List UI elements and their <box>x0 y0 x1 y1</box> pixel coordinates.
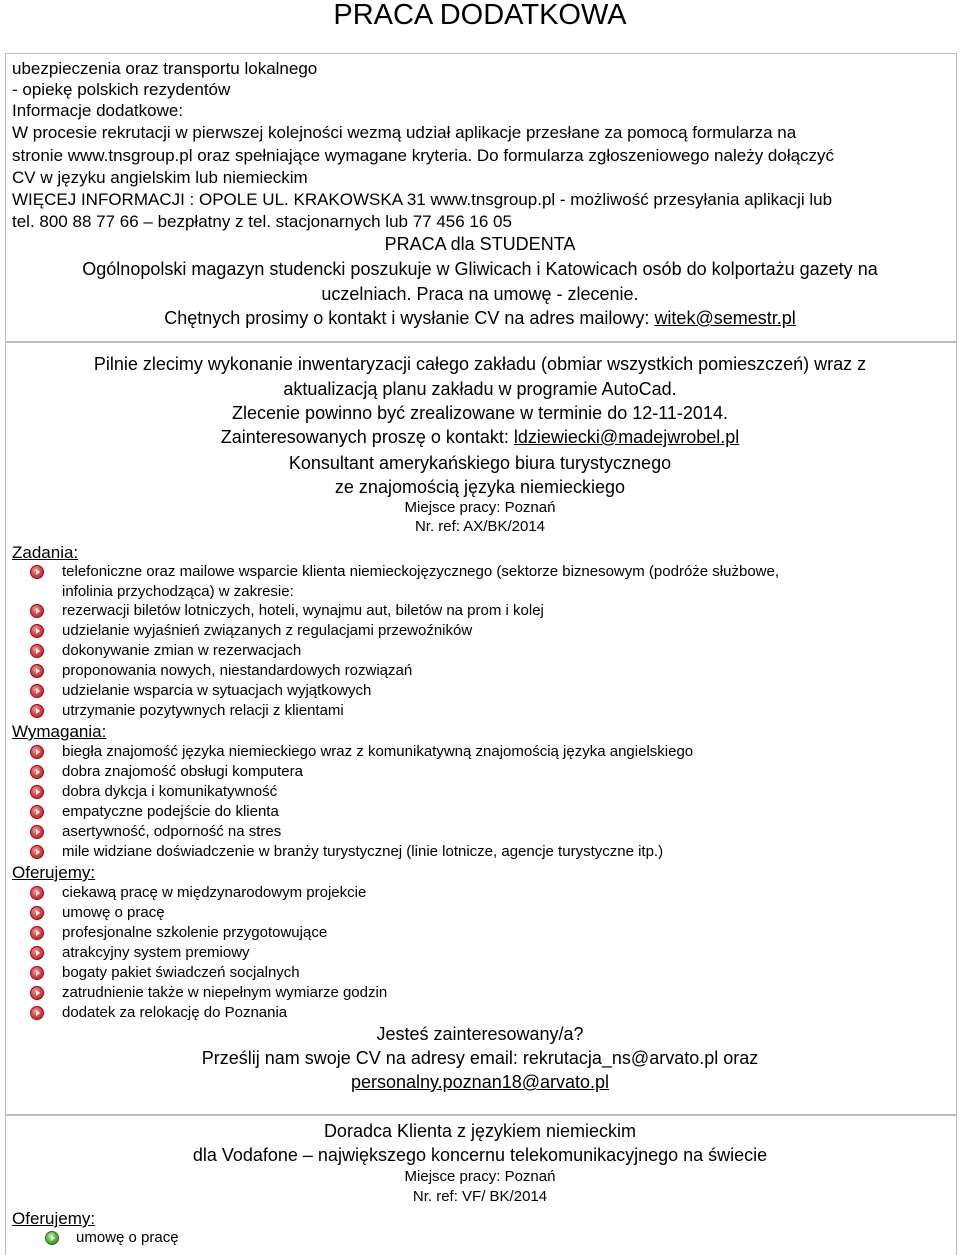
job-location: Miejsce pracy: Poznań <box>404 499 556 516</box>
job-ref: Nr. ref: AX/BK/2014 <box>414 518 546 535</box>
red-bullet-icon <box>30 704 44 718</box>
offer-item: ciekawą pracę w międzynarodowym projekcie <box>62 884 367 901</box>
offer-item: zatrudnienie także w niepełnym wymiarze godzin <box>62 984 388 1001</box>
red-bullet-icon <box>30 785 44 799</box>
red-bullet-icon <box>30 745 44 759</box>
ad1-line: tel. 800 88 77 66 – bezpłatny z tel. stacjonarnych lub 77 456 16 05 <box>12 212 512 231</box>
red-bullet-icon <box>30 946 44 960</box>
red-bullet-icon <box>30 845 44 859</box>
red-bullet-icon <box>30 1006 44 1020</box>
requirements-heading: Wymagania: <box>12 722 107 741</box>
red-bullet-icon <box>30 624 44 638</box>
offer-item: umowę o pracę <box>62 904 165 921</box>
job-title: Doradca Klienta z językiem niemieckim <box>323 1121 637 1141</box>
job-title: Konsultant amerykańskiego biura turystycznego <box>288 453 672 473</box>
inventory-contact-label: Zainteresowanych proszę o kontakt: <box>220 427 514 447</box>
task-item: proponowania nowych, niestandardowych rozwiązań <box>62 662 413 679</box>
inventory-text: Pilnie zlecimy wykonanie inwentaryzacji całego zakładu (obmiar wszystkich pomieszczeń) wraz z <box>93 354 867 374</box>
interested-question: Jesteś zainteresowany/a? <box>376 1024 584 1044</box>
task-item-continued: infolinia przychodząca) w zakresie: <box>62 583 294 600</box>
student-email-link[interactable]: witek@semestr.pl <box>654 308 796 328</box>
cv-email-link[interactable]: personalny.poznan18@arvato.pl <box>350 1072 610 1092</box>
ad1-line: ubezpieczenia oraz transportu lokalnego <box>12 59 318 78</box>
requirement-item: mile widziane doświadczenie w branży turystycznej (linie lotnicze, agencje turystyczne itp.) <box>62 843 664 860</box>
offer-item: dodatek za relokację do Poznania <box>62 1004 288 1021</box>
green-bullet-icon <box>45 1231 59 1245</box>
task-item: udzielanie wsparcia w sytuacjach wyjątkowych <box>62 682 372 699</box>
student-contact-label: Chętnych prosimy o kontakt i wysłanie CV na adres mailowy: <box>164 308 655 328</box>
red-bullet-icon <box>30 765 44 779</box>
inventory-contact <box>0 427 960 448</box>
requirement-item: asertywność, odporność na stres <box>62 823 282 840</box>
offers-heading: Oferujemy: <box>12 863 96 882</box>
red-bullet-icon <box>30 664 44 678</box>
inventory-text: aktualizacją planu zakładu w programie AutoCad. <box>283 379 677 399</box>
red-bullet-icon <box>30 986 44 1000</box>
red-bullet-icon <box>30 565 44 579</box>
offer-item: profesjonalne szkolenie przygotowujące <box>62 924 328 941</box>
requirement-item: biegła znajomość języka niemieckiego wraz z komunikatywną znajomością języka angielskiego <box>62 743 694 760</box>
red-bullet-icon <box>30 926 44 940</box>
ad1-line: - opiekę polskich rezydentów <box>12 80 231 99</box>
ad1-line: Informacje dodatkowe: <box>12 101 184 120</box>
red-bullet-icon <box>30 805 44 819</box>
job-title: ze znajomością języka niemieckiego <box>334 477 626 497</box>
task-item: udzielanie wyjaśnień związanych z regulacjami przewoźników <box>62 622 473 639</box>
inventory-deadline: Zlecenie powinno być zrealizowane w terminie do 12-11-2014. <box>232 403 728 423</box>
job-ref: Nr. ref: VF/ BK/2014 <box>412 1188 548 1205</box>
student-text: uczelniach. Praca na umowę - zlecenie. <box>321 284 639 304</box>
task-item: utrzymanie pozytywnych relacji z klientami <box>62 702 344 719</box>
red-bullet-icon <box>30 644 44 658</box>
job-title: dla Vodafone – największego koncernu telekomunikacyjnego na świecie <box>192 1145 768 1165</box>
job-location: Miejsce pracy: Poznań <box>404 1168 556 1185</box>
inventory-email-link[interactable]: ldziewiecki@madejwrobel.pl <box>513 427 740 447</box>
red-bullet-icon <box>30 604 44 618</box>
cv-email-link-wrap <box>0 1072 960 1093</box>
offer-item: umowę o pracę <box>76 1229 179 1246</box>
student-text: Ogólnopolski magazyn studencki poszukuje w Gliwicach i Katowicach osób do kolportażu gazety na <box>82 259 878 279</box>
ad1-line: WIĘCEJ INFORMACJI : OPOLE UL. KRAKOWSKA 31 www.tnsgroup.pl - możliwość przesyłania aplikacji lub <box>12 190 833 209</box>
ad1-line: stronie www.tnsgroup.pl oraz spełniające wymagane kryteria. Do formularza zgłoszeniowego należy dołączyć <box>12 146 835 165</box>
send-cv-text: Prześlij nam swoje CV na adresy email: rekrutacja_ns@arvato.pl oraz <box>201 1048 759 1068</box>
red-bullet-icon <box>30 886 44 900</box>
requirement-item: empatyczne podejście do klienta <box>62 803 279 820</box>
offers-heading: Oferujemy: <box>12 1209 96 1228</box>
red-bullet-icon <box>30 966 44 980</box>
student-contact <box>0 308 960 329</box>
offer-item: atrakcyjny system premiowy <box>62 944 250 961</box>
red-bullet-icon <box>30 906 44 920</box>
red-bullet-icon <box>30 684 44 698</box>
ad1-line: CV w języku angielskim lub niemieckim <box>12 168 308 187</box>
tasks-heading: Zadania: <box>12 543 79 562</box>
task-item: telefoniczne oraz mailowe wsparcie klienta niemieckojęzycznego (sektorze biznesowym (podróże służbowe, <box>62 563 779 580</box>
requirement-item: dobra znajomość obsługi komputera <box>62 763 303 780</box>
offer-item: bogaty pakiet świadczeń socjalnych <box>62 964 300 981</box>
ad1-line: W procesie rekrutacji w pierwszej kolejności wezmą udział aplikacje przesłane za pomocą formularza na <box>12 123 797 142</box>
page-title: PRACA DODATKOWA <box>333 0 627 31</box>
task-item: rezerwacji biletów lotniczych, hoteli, wynajmu aut, biletów na prom i kolej <box>62 602 544 619</box>
student-title: PRACA dla STUDENTA <box>384 234 576 254</box>
requirement-item: dobra dykcja i komunikatywność <box>62 783 278 800</box>
red-bullet-icon <box>30 825 44 839</box>
task-item: dokonywanie zmian w rezerwacjach <box>62 642 302 659</box>
